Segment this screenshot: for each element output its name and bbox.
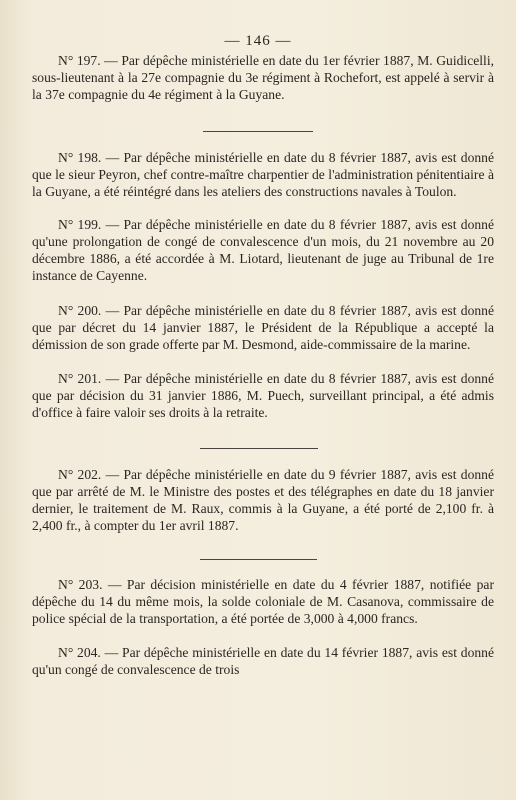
paragraph-200: N° 200. — Par dépêche ministérielle en date du 8 février 1887, avis est donné que par décret du 14 janvier 1887, le Président de la République a accepté la démission de son grade offerte par M. Desmond, aide-commissaire de la marine.: [32, 302, 494, 352]
paragraph-198: N° 198. — Par dépêche ministérielle en date du 8 février 1887, avis est donné que le sieur Peyron, chef contre-maître charpentier de l'administration pénitentiaire à la Guyane, a été réintégré dans les ateliers des constructions navales à Toulon.: [32, 149, 494, 199]
paragraph-203: N° 203. — Par décision ministérielle en date du 4 février 1887, notifiée par dépêche du 14 du même mois, la solde coloniale de M. Casanova, commissaire de police spécial de la transportation, a été portée de 3,000 à 4,000 francs.: [32, 576, 494, 626]
separator-rule: [203, 131, 313, 132]
separator-rule: [200, 559, 317, 560]
separator-rule: [200, 448, 318, 449]
paragraph-204: N° 204. — Par dépêche ministérielle en date du 14 février 1887, avis est donné qu'un congé de convalescence de trois: [32, 644, 494, 677]
paragraph-202: N° 202. — Par dépêche ministérielle en date du 9 février 1887, avis est donné que par arrêté de M. le Ministre des postes et des télégraphes en date du 18 janvier dernier, le traitement de M. Raux, commis à la Guyane, a été porté de 2,100 fr. à 2,400 fr., à compter du 1er avril 1887.: [32, 466, 494, 533]
page-number: — 146 —: [224, 33, 292, 49]
paragraph-201: N° 201. — Par dépêche ministérielle en date du 8 février 1887, avis est donné que par décision du 31 janvier 1886, M. Puech, surveillant principal, a été admis d'office à faire valoir ses droits à la retraite.: [32, 370, 494, 420]
paragraph-197: N° 197. — Par dépêche ministérielle en date du 1er février 1887, M. Guidicelli, sous-lieutenant à la 27e compagnie du 3e régiment à Rochefort, est appelé à servir à la 37e compagnie du 4e régiment à la Guyane.: [32, 52, 494, 102]
paragraph-199: N° 199. — Par dépêche ministérielle en date du 8 février 1887, avis est donné qu'une prolongation de congé de convalescence d'un mois, du 21 novembre au 20 décembre 1886, a été accordée à M. Liotard, lieutenant de juge au Tribunal de 1re instance de Cayenne.: [32, 216, 494, 283]
